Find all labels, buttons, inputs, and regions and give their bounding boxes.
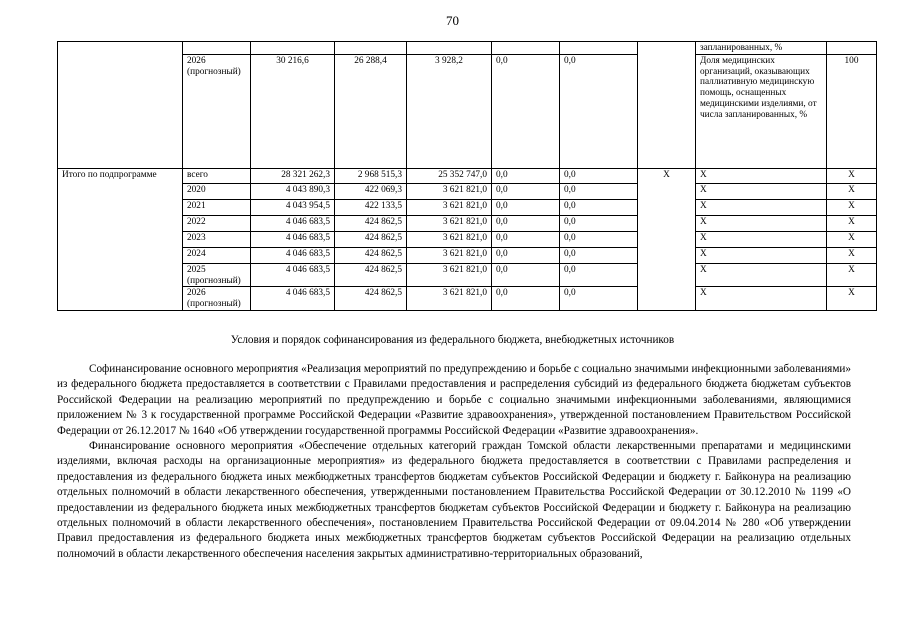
executor-cell: Х: [638, 169, 696, 311]
table-row: [58, 169, 877, 184]
federal-cell: 424 862,5: [335, 287, 407, 310]
year-cell: 2022: [183, 216, 251, 232]
total-cell: 4 046 683,5: [251, 287, 335, 310]
value-cell: 100: [827, 55, 877, 169]
total-cell: 4 046 683,5: [251, 232, 335, 248]
extra-cell: 0,0: [560, 232, 638, 248]
local-cell: 0,0: [492, 232, 560, 248]
extra-cell: 0,0: [560, 184, 638, 200]
year-cell: 2023: [183, 232, 251, 248]
financing-table: [57, 41, 877, 311]
federal-cell: 26 288,4: [335, 55, 407, 169]
extra-cell: 0,0: [560, 216, 638, 232]
total-cell: 4 043 890,3: [251, 184, 335, 200]
federal-cell: 422 133,5: [335, 200, 407, 216]
regional-cell: 3 621 821,0: [407, 184, 492, 200]
year-cell: 2026 (прогнозный): [183, 287, 251, 310]
local-cell: 0,0: [492, 216, 560, 232]
regional-cell: 3 621 821,0: [407, 287, 492, 310]
indicator-cell: Х: [696, 287, 827, 310]
local-cell: 0,0: [492, 248, 560, 264]
extra-cell: 0,0: [560, 55, 638, 169]
regional-cell: 3 621 821,0: [407, 248, 492, 264]
table-row: [58, 42, 877, 55]
local-cell: 0,0: [492, 169, 560, 184]
value-cell: Х: [827, 169, 877, 184]
total-cell: 4 046 683,5: [251, 264, 335, 287]
year-cell: 2025 (прогнозный): [183, 264, 251, 287]
value-cell: Х: [827, 200, 877, 216]
indicator-cell: Х: [696, 216, 827, 232]
federal-cell: 424 862,5: [335, 232, 407, 248]
federal-cell: 424 862,5: [335, 216, 407, 232]
indicator-cell: Доля медицинских организаций, оказывающих паллиативную медицинскую помощь, оснащенных медицинскими изделиями, от числа запланированных, %: [696, 55, 827, 169]
indicator-cell: Х: [696, 184, 827, 200]
extra-cell: 0,0: [560, 264, 638, 287]
indicator-cell: Х: [696, 200, 827, 216]
indicator-cell: запланированных, %: [696, 42, 827, 55]
total-cell: 4 043 954,5: [251, 200, 335, 216]
year-cell: 2020: [183, 184, 251, 200]
total-cell: 30 216,6: [251, 55, 335, 169]
federal-cell: 422 069,3: [335, 184, 407, 200]
federal-cell: 2 968 515,3: [335, 169, 407, 184]
total-cell: 28 321 262,3: [251, 169, 335, 184]
total-label-cell: Итого по подпрограмме: [58, 169, 183, 311]
extra-cell: 0,0: [560, 169, 638, 184]
indicator-cell: Х: [696, 248, 827, 264]
local-cell: 0,0: [492, 287, 560, 310]
year-cell: 2026 (прогнозный): [183, 55, 251, 169]
regional-cell: 25 352 747,0: [407, 169, 492, 184]
paragraph: Софинансирование основного мероприятия «Реализация мероприятий по предупреждению и борьбе с социально значимыми инфекционными заболеваниями» из федерального бюджета предоставляется в соответствии с Правилами предоставления и распределения субсидий из федерального бюджета бюджетам субъектов Российской Федерации на реализацию мероприятий по предупреждению и борьбе с социально значимыми инфекционными заболеваниями, являющимися приложением № 3 к государственной программе Российской Федерации «Развитие здравоохранения», утвержденной постановлением Правительством Российской Федерации от 26.12.2017 № 1640 «Об утверждении государственной программы Российской Федерации «Развитие здравоохранения».: [57, 363, 851, 437]
paragraph: Финансирование основного мероприятия «Обеспечение отдельных категорий граждан Томской области лекарственными препаратами и медицинскими изделиями, включая расходы на организационные мероприятия» из федерального бюджета предоставляется в соответствии с Правилами распределения и предоставления из федерального бюджета иных межбюджетных трансфертов бюджетам субъектов Российской Федерации и бюджету г. Байконура на реализацию отдельных полномочий в области лекарственного обеспечения, утвержденными постановлением Правительства Российской Федерации от 30.12.2010 № 1199 «О предоставлении из федерального бюджета иных межбюджетных трансфертов бюджетам субъектов Российской Федерации и бюджету г. Байконура на реализацию отдельных полномочий в области лекарственного обеспечения», постановлением Правительства Российской Федерации от 09.04.2014 № 280 «Об утверждении Правил предоставления из федерального бюджета иных межбюджетных трансфертов бюджетам субъектов Российской Федерации на реализацию отдельных полномочий в области лекарственного обеспечения населения закрытых административно-территориальных образований,: [57, 440, 851, 560]
value-cell: Х: [827, 248, 877, 264]
page-number: 70: [446, 13, 459, 28]
local-cell: 0,0: [492, 184, 560, 200]
federal-cell: 424 862,5: [335, 264, 407, 287]
local-cell: 0,0: [492, 200, 560, 216]
value-cell: Х: [827, 287, 877, 310]
extra-cell: 0,0: [560, 248, 638, 264]
regional-cell: 3 621 821,0: [407, 232, 492, 248]
indicator-cell: Х: [696, 169, 827, 184]
extra-cell: 0,0: [560, 200, 638, 216]
local-cell: 0,0: [492, 55, 560, 169]
year-cell: 2024: [183, 248, 251, 264]
local-cell: 0,0: [492, 264, 560, 287]
value-cell: Х: [827, 264, 877, 287]
body-text: [57, 362, 851, 562]
year-cell: всего: [183, 169, 251, 184]
value-cell: Х: [827, 216, 877, 232]
regional-cell: 3 928,2: [407, 55, 492, 169]
value-cell: Х: [827, 232, 877, 248]
regional-cell: 3 621 821,0: [407, 216, 492, 232]
regional-cell: 3 621 821,0: [407, 200, 492, 216]
federal-cell: 424 862,5: [335, 248, 407, 264]
extra-cell: 0,0: [560, 287, 638, 310]
value-cell: Х: [827, 184, 877, 200]
total-cell: 4 046 683,5: [251, 248, 335, 264]
total-cell: 4 046 683,5: [251, 216, 335, 232]
indicator-cell: Х: [696, 232, 827, 248]
regional-cell: 3 621 821,0: [407, 264, 492, 287]
year-cell: 2021: [183, 200, 251, 216]
indicator-cell: Х: [696, 264, 827, 287]
section-heading: Условия и порядок софинансирования из федерального бюджета, внебюджетных источников: [230, 334, 675, 346]
